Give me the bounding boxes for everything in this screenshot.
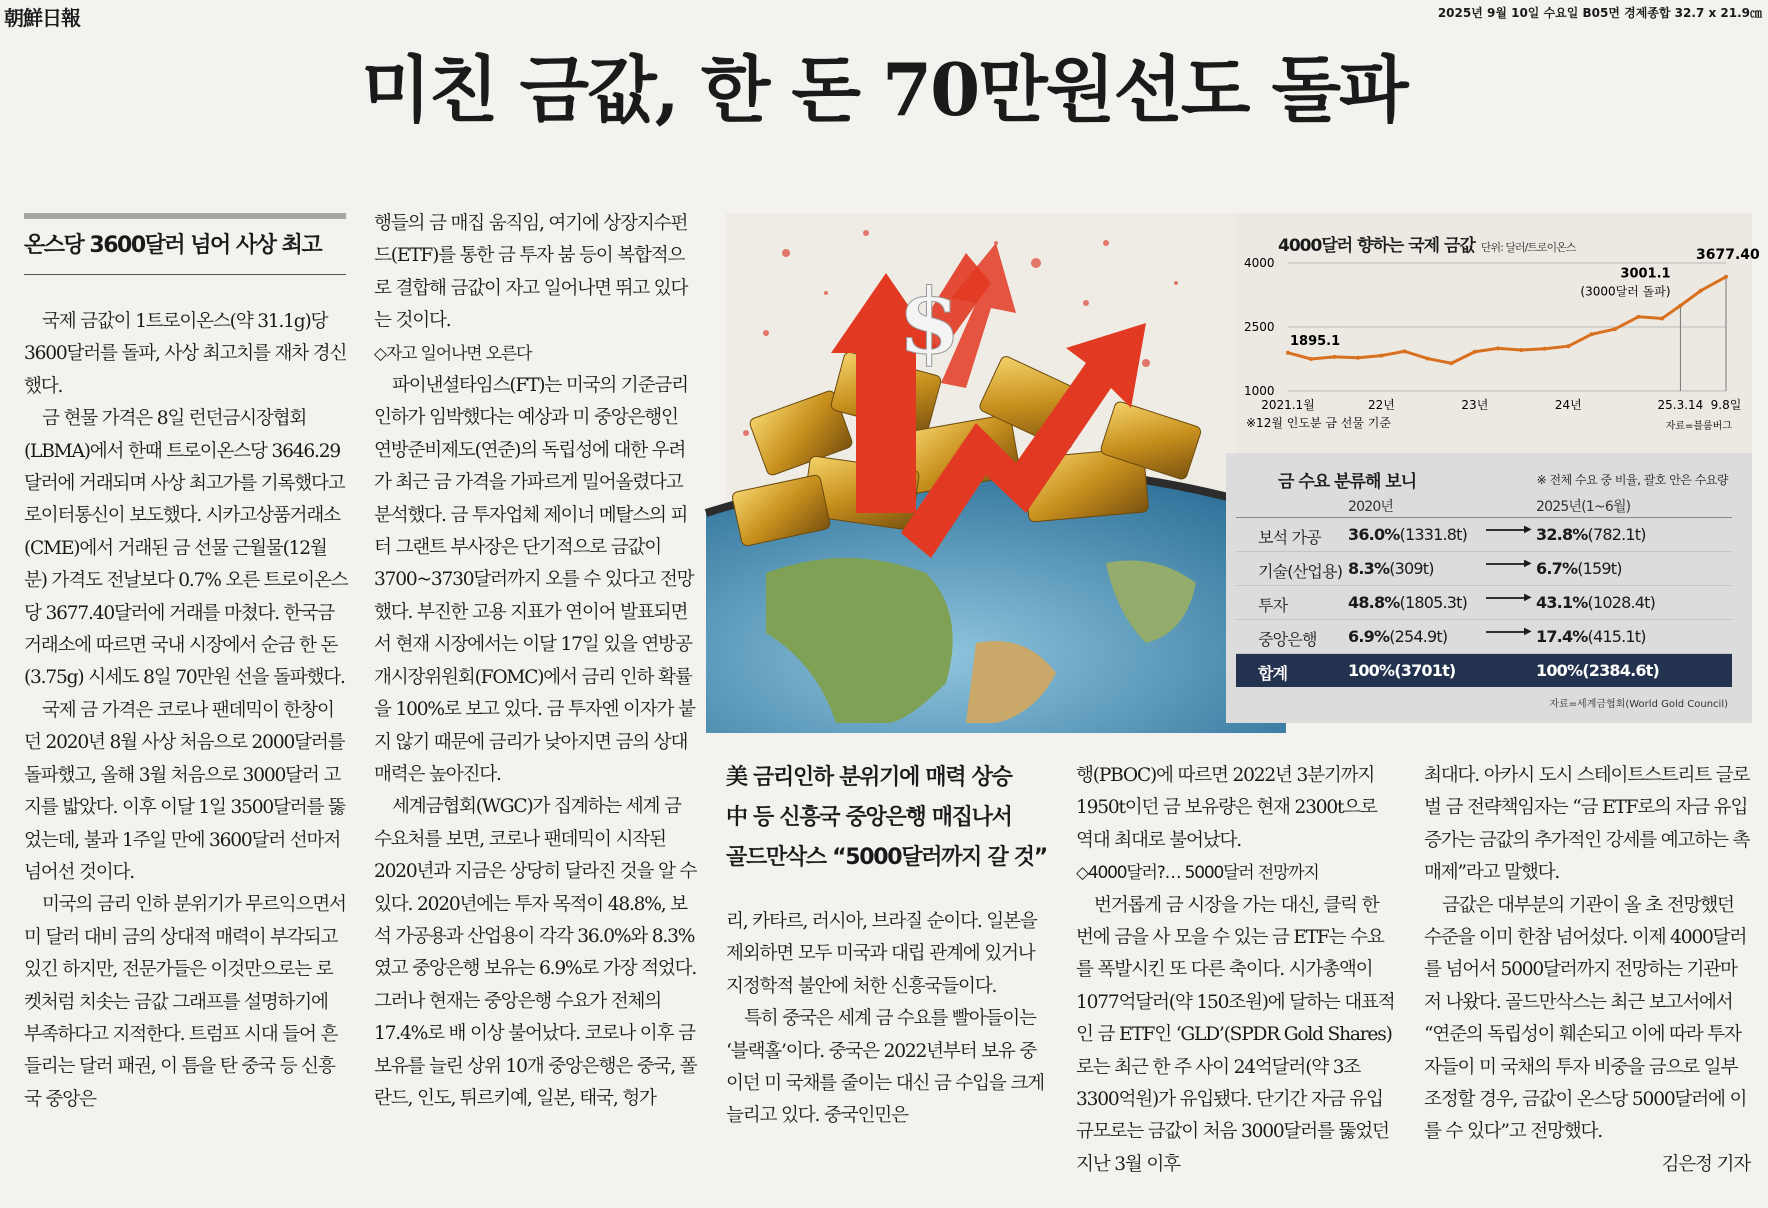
paragraph: 행들의 금 매집 움직임, 여기에 상장지수펀드(ETF)를 통한 금 투자 붐 등이 복합적으로 결합해 금값이 자고 일어나면 뛰고 있다는 것이다.	[374, 213, 688, 332]
section-heading: 온스당 3600달러 넘어 사상 최고	[24, 233, 322, 258]
data-point	[1678, 304, 1682, 308]
data-point	[1590, 332, 1594, 336]
article-column-1	[24, 306, 348, 1116]
paragraph: 리, 카타르, 러시아, 브라질 순이다. 일본을 제외하면 모두 미국과 대립 관계에 있거나 지정학적 불안에 처한 신흥국들이다.	[726, 911, 1037, 997]
sub-headline	[726, 758, 1056, 878]
total-2025: 100%(2384.6t)	[1536, 661, 1660, 680]
paragraph: 미국의 금리 인하 분위기가 무르익으면서 미 달러 대비 금의 상대적 매력이 부각되고 있긴 하지만, 전문가들은 이것만으로는 로켓처럼 치솟는 금값 그래프를 설명하기에 부족하다고 지적한다. 트럼프 시대 들어 흔들리는 달러 패권, 이 틈을 탄 중국 등 신흥국 중앙은	[24, 894, 346, 1110]
table-note: ※ 전체 수요 중 비율, 괄호 안은 수요량	[1536, 473, 1728, 487]
pct-2025: 17.4%	[1536, 627, 1588, 646]
table-source: 자료=세계금협회(World Gold Council)	[1549, 699, 1728, 710]
column-header: 2020년	[1348, 499, 1394, 515]
data-label: 1895.1	[1290, 333, 1341, 349]
article-column-2	[374, 208, 698, 1115]
arrow-line	[1486, 563, 1528, 565]
masthead-bar	[0, 0, 1768, 30]
x-tick-label: 2021.1월	[1261, 398, 1315, 412]
data-point	[1566, 344, 1570, 348]
x-tick-label: 24년	[1554, 398, 1582, 412]
arrow-head: ▶	[1524, 524, 1531, 535]
arrow-head: ▶	[1524, 626, 1531, 637]
chart-title-text: 4000달러 향하는 국제 금값	[1278, 236, 1475, 256]
value-2020	[1348, 559, 1434, 578]
arrow-line	[1486, 597, 1528, 599]
qty-2020: (1805.3t)	[1399, 593, 1468, 612]
paragraph: 국제 금 가격은 코로나 팬데믹이 한창이던 2020년 8월 사상 처음으로 2000달러를 돌파했고, 올해 3월 처음으로 3000달러 고지를 밟았다. 이후 이달 1일 3500달러를 뚫었는데, 불과 1주일 만에 3600달러 선마저 넘어선 것이다.	[24, 699, 345, 883]
table-title: 금 수요 분류해 보니	[1278, 472, 1417, 492]
pct-2025: 6.7%	[1536, 559, 1578, 578]
pct-2025: 32.8%	[1536, 525, 1588, 544]
value-2020	[1348, 593, 1467, 612]
sub-headline-line: 美 금리인하 분위기에 매력 상승	[726, 765, 1012, 790]
data-point	[1699, 289, 1703, 293]
qty-2020: (309t)	[1389, 559, 1434, 578]
qty-2020: (254.9t)	[1389, 627, 1448, 646]
y-tick-label: 4000	[1244, 256, 1275, 270]
data-point	[1286, 351, 1290, 355]
paragraph: 최대다. 아카시 도시 스테이트스트리트 글로벌 금 전략책임자는 “금 ETF로의 자금 유입 증가는 금값의 추가적인 강세를 예고하는 촉매제”라고 말했다.	[1424, 765, 1750, 884]
value-2025	[1536, 525, 1646, 544]
data-point	[1402, 349, 1406, 353]
paragraph: 금 현물 가격은 8일 런던금시장협회(LBMA)에서 한때 트로이온스당 3646.29달러에 거래되며 사상 최고가를 기록했다고 로이터통신이 보도했다. 시카고상품거래소(CME)에서 거래된 금 선물 근월물(12월분) 가격도 전날보다 0.7% 오른 트로이온스당 3677.40달러에 거래를 마쳤다. 한국금거래소에 따르면 국내 시장에서 순금 한 돈(3.75g) 시세도 8일 70만원 선을 돌파했다.	[24, 408, 348, 689]
table-row	[1236, 518, 1732, 552]
value-2025	[1536, 627, 1646, 646]
paragraph: 금값은 대부분의 기관이 올 초 전망했던 수준을 이미 한참 넘어섰다. 이제 4000달러를 넘어서 5000달러까지 전망하는 기관마저 나왔다. 골드만삭스는 최근 보고서에서 “연준의 독립성이 훼손되고 이에 따라 투자자들이 미 국채의 투자 비중을 금으로 일부 조정할 경우, 금값이 온스당 5000달러에 이를 수 있다”고 전망했다.	[1424, 894, 1747, 1143]
data-point	[1426, 357, 1430, 361]
qty-2025: (1028.4t)	[1587, 593, 1656, 612]
byline: 김은정 기자	[1661, 1153, 1750, 1175]
article-column-3	[726, 906, 1048, 1133]
total-2020: 100%(3701t)	[1348, 661, 1456, 680]
arrow-head: ▶	[1524, 558, 1531, 569]
data-point	[1660, 316, 1664, 320]
paragraph: 세계금협회(WGC)가 집계하는 세계 금 수요처를 보면, 코로나 팬데믹이 시작된 2020년과 지금은 상당히 달라진 것을 알 수 있다. 2020년에는 투자 목적이 48.8%, 보석 가공용과 산업용이 각각 36.0%와 8.3%였고 중앙은행 보유는 6.9%로 가장 적었다. 그러나 현재는 중앙은행 수요가 전체의 17.4%로 배 이상 불어났다. 코로나 이후 금 보유를 늘린 상위 10개 중앙은행은 중국, 폴란드, 인도, 튀르키예, 일본, 태국, 헝가	[374, 796, 697, 1109]
issue-info: 2025년 9월 10일 수요일 B05면 경제종합 32.7 x 21.9㎝	[1437, 6, 1762, 20]
paragraph: 국제 금값이 1트로이온스(약 31.1g)당 3600달러를 돌파, 사상 최고치를 재차 경신했다.	[24, 311, 347, 397]
data-point	[1356, 356, 1360, 360]
paragraph: 번거롭게 금 시장을 가는 대신, 클릭 한 번에 금을 사 모을 수 있는 금 ETF는 수요를 폭발시킨 또 다른 축이다. 시가총액이 1077억달러(약 150조원)에 달하는 대표적인 금 ETF인 ‘GLD’(SPDR Gold Shares)로는 최근 한 주 사이 24억달러(약 3조3300억원)가 유입됐다. 단기간 자금 유입 규모로는 금값이 처음 3000달러를 뚫었던 지난 3월 이후	[1076, 894, 1395, 1175]
paragraph: 특히 중국은 세계 금 수요를 빨아들이는 ‘블랙홀’이다. 중국은 2022년부터 보유 중이던 미 국채를 줄이는 대신 금 수입을 크게 늘리고 있다. 중국인민은	[726, 1008, 1044, 1127]
pct-2020: 6.9%	[1348, 627, 1390, 646]
table-row	[1236, 552, 1732, 586]
data-point	[1613, 327, 1617, 331]
pct-2020: 48.8%	[1348, 593, 1400, 612]
chart-source: 자료=블룸버그	[1665, 421, 1732, 432]
subheading: ◇자고 일어나면 오른다	[374, 343, 532, 364]
x-tick-label: 25.3.14	[1657, 398, 1704, 412]
article-column-4	[1076, 760, 1398, 1181]
data-label: 3001.1	[1620, 266, 1671, 282]
paragraph: 행(PBOC)에 따르면 2022년 3분기까지 1950t이던 금 보유량은 현재 2300t으로 역대 최대로 불어났다.	[1076, 765, 1377, 851]
value-2020	[1348, 525, 1467, 544]
data-point	[1379, 354, 1383, 358]
row-label: 기술(산업용)	[1258, 562, 1343, 581]
value-2025	[1536, 559, 1622, 578]
table-header-row	[1236, 493, 1732, 518]
pct-2025: 43.1%	[1536, 593, 1588, 612]
data-point	[1449, 361, 1453, 365]
pct-2020: 36.0%	[1348, 525, 1400, 544]
arrow-line	[1486, 631, 1528, 633]
infographic	[726, 213, 1760, 723]
article-column-5	[1424, 760, 1750, 1181]
data-label: 3677.40	[1696, 246, 1760, 263]
arrow-head: ▶	[1524, 592, 1531, 603]
qty-2020: (1331.8t)	[1399, 525, 1468, 544]
value-2025	[1536, 593, 1655, 612]
row-label: 합계	[1258, 664, 1288, 683]
x-tick-label: 9.8일	[1710, 398, 1742, 412]
x-tick-label: 22년	[1367, 398, 1395, 412]
arrow-line	[1486, 529, 1528, 531]
row-label: 투자	[1258, 596, 1288, 615]
data-point	[1473, 350, 1477, 354]
demand-table	[1236, 493, 1732, 687]
data-point	[1543, 347, 1547, 351]
row-label: 중앙은행	[1258, 630, 1317, 649]
row-label: 보석 가공	[1258, 528, 1321, 547]
sub-headline-line: 中 등 신흥국 중앙은행 매집나서	[726, 805, 1012, 830]
data-point	[1519, 348, 1523, 352]
data-point	[1496, 346, 1500, 350]
qty-2025: (159t)	[1577, 559, 1622, 578]
headline: 미친 금값, 한 돈 70만원선도 돌파	[361, 47, 1407, 132]
svg-text:$: $	[898, 269, 961, 375]
data-label: (3000달러 돌파)	[1580, 284, 1671, 299]
table-row	[1236, 586, 1732, 620]
data-point	[1724, 275, 1728, 279]
chart-unit: 단위: 달러/트로이온스	[1480, 241, 1576, 254]
data-point	[1636, 315, 1640, 319]
y-tick-label: 2500	[1244, 320, 1275, 334]
pct-2020: 8.3%	[1348, 559, 1390, 578]
x-tick-label: 23년	[1461, 398, 1489, 412]
data-point	[1332, 355, 1336, 359]
table-total-row	[1236, 654, 1732, 687]
newspaper-logo: 朝鮮日報	[4, 6, 80, 30]
table-row	[1236, 620, 1732, 654]
subheading: ◇4000달러?… 5000달러 전망까지	[1076, 863, 1319, 884]
data-point	[1309, 357, 1313, 361]
value-2020	[1348, 627, 1447, 646]
y-tick-label: 1000	[1244, 384, 1275, 398]
gold-globe-illustration	[726, 213, 1256, 723]
column-header: 2025년(1~6월)	[1536, 499, 1631, 515]
section-rule	[24, 213, 346, 219]
sub-headline-line: 골드만삭스 “5000달러까지 갈 것”	[726, 845, 1047, 870]
paragraph: 파이낸셜타임스(FT)는 미국의 기준금리 인하가 임박했다는 예상과 미 중앙은행인 연방준비제도(연준)의 독립성에 대한 우려가 최근 금 가격을 가파르게 밀어올렸다고 분석했다. 금 투자업체 제이너 메탈스의 피터 그랜트 부사장은 단기적으로 금값이 3700~3730달러까지 오를 수 있다고 전망했다. 부진한 고용 지표가 연이어 발표되면서 현재 시장에서는 이달 17일 있을 연방공개시장위원회(FOMC)에서 금리 인하 확률을 100%로 보고 있다. 금 투자엔 이자가 붙지 않기 때문에 금리가 낮아지면 금의 상대 매력은 높아진다.	[374, 375, 695, 785]
section-divider	[24, 274, 346, 275]
qty-2025: (782.1t)	[1587, 525, 1646, 544]
chart-footnote: ※12월 인도분 금 선물 기준	[1246, 416, 1391, 430]
qty-2025: (415.1t)	[1587, 627, 1646, 646]
